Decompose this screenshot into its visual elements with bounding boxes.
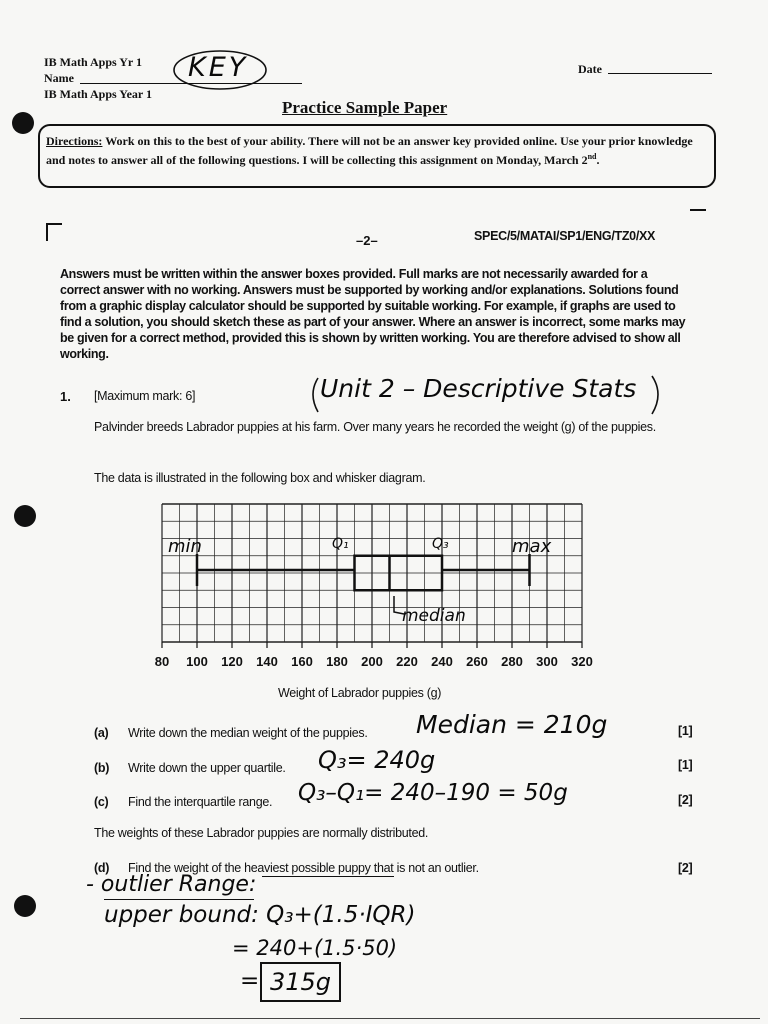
x-tick-label: 200	[361, 654, 383, 669]
part-c-label: (c)	[94, 795, 109, 809]
part-d-text: Find the weight of the heaviest possible puppy that is not an outlier.	[128, 861, 479, 875]
x-axis-ticks	[155, 642, 593, 669]
page-bottom-edge	[20, 1018, 760, 1019]
plot-grid	[162, 504, 582, 642]
name-label: Name	[44, 71, 74, 85]
box-plot	[140, 496, 610, 686]
x-tick-label: 160	[291, 654, 313, 669]
directions-end: .	[596, 153, 600, 167]
data-intro: The data is illustrated in the following box and whisker diagram.	[94, 471, 426, 485]
max-annotation: max	[512, 536, 552, 557]
binder-hole-bottom	[14, 895, 36, 917]
page-title: Practice Sample Paper	[282, 98, 448, 117]
x-tick-label: 140	[256, 654, 278, 669]
final-answer-box: 315g	[260, 962, 341, 1002]
x-tick-label: 80	[154, 654, 170, 669]
min-annotation: min	[168, 536, 202, 557]
x-axis-label: Weight of Labrador puppies (g)	[278, 686, 442, 700]
part-b-label: (b)	[94, 761, 110, 775]
part-b-marks: [1]	[678, 758, 693, 772]
course-line-1: IB Math Apps Yr 1	[44, 55, 143, 69]
part-a-text: Write down the median weight of the puppies.	[128, 726, 368, 740]
crop-mark	[46, 223, 62, 241]
box-and-whisker	[197, 554, 530, 590]
part-d-label: (d)	[94, 861, 110, 875]
part-a-label: (a)	[94, 726, 109, 740]
key-text: KEY	[188, 52, 249, 83]
x-tick-label: 300	[536, 654, 558, 669]
x-tick-label: 240	[431, 654, 453, 669]
date-label: Date	[578, 62, 602, 76]
unit-note: Unit 2 – Descriptive Stats	[320, 374, 637, 403]
question-intro: Palvinder breeds Labrador puppies at his farm. Over many years he recorded the weight (g) of the puppies.	[94, 420, 656, 434]
x-tick-label: 100	[186, 654, 208, 669]
heaviest-underline	[262, 876, 394, 877]
directions-label: Directions:	[46, 134, 103, 148]
max-mark: [Maximum mark: 6]	[94, 389, 196, 403]
x-tick-label: 280	[501, 654, 523, 669]
part-d-marks: [2]	[678, 861, 693, 875]
x-tick-label: 180	[326, 654, 348, 669]
exam-instructions: Answers must be written within the answer boxes provided. Full marks are not necessarily awarded for a correct answer with no working. Answers must be supported by working and/or explanations. Solutions found from a graphic display calculator should be supported by suitable working. For example, if graphs are used to find a solution, you should sketch these as part of your answer. Where an answer is incorrect, some marks may be given for a correct method, provided this is shown by written working. You are therefore advised to show all working.	[60, 267, 686, 361]
part-c-answer: Q₃–Q₁= 240–190 = 50g	[298, 780, 568, 806]
page-number: –2–	[356, 233, 378, 248]
part-a-marks: [1]	[678, 724, 693, 738]
q3-annotation: Q₃	[432, 536, 449, 552]
x-tick-label: 320	[571, 654, 593, 669]
normal-note: The weights of these Labrador puppies are normally distributed.	[94, 826, 429, 840]
directions-box	[38, 124, 716, 188]
binder-hole-top	[12, 112, 34, 134]
work-line-3: = 240+(1.5·50)	[232, 936, 398, 960]
directions-text: Work on this to the best of your ability. There will not be an answer key provided online. Use your prior knowledge and notes to answer all of the following questions. I will be collecting this assignment on Monday, March 2	[46, 134, 693, 167]
part-b-answer: Q₃= 240g	[318, 746, 436, 774]
work-line-1: - outlier Range:	[86, 872, 257, 897]
part-c-text: Find the interquartile range.	[128, 795, 273, 809]
x-tick-label: 260	[466, 654, 488, 669]
part-c-marks: [2]	[678, 793, 693, 807]
exam-code: SPEC/5/MATAI/SP1/ENG/TZ0/XX	[474, 229, 656, 243]
work-line-4-prefix: =	[240, 968, 260, 994]
part-a-answer: Median = 210g	[416, 710, 608, 739]
x-tick-label: 220	[396, 654, 418, 669]
question-number: 1.	[60, 389, 71, 404]
part-b-text: Write down the upper quartile.	[128, 761, 286, 775]
work-line-2: upper bound: Q₃+(1.5·IQR)	[104, 902, 416, 928]
date-line	[608, 73, 712, 74]
x-tick-label: 120	[221, 654, 243, 669]
q1-annotation: Q₁	[332, 536, 349, 552]
binder-hole-middle	[14, 505, 36, 527]
outlier-range-underline	[104, 899, 254, 900]
median-annotation: median	[402, 606, 466, 626]
course-line-2: IB Math Apps Year 1	[44, 87, 153, 101]
corner-dash	[690, 209, 706, 211]
directions-superscript: nd	[587, 152, 597, 161]
